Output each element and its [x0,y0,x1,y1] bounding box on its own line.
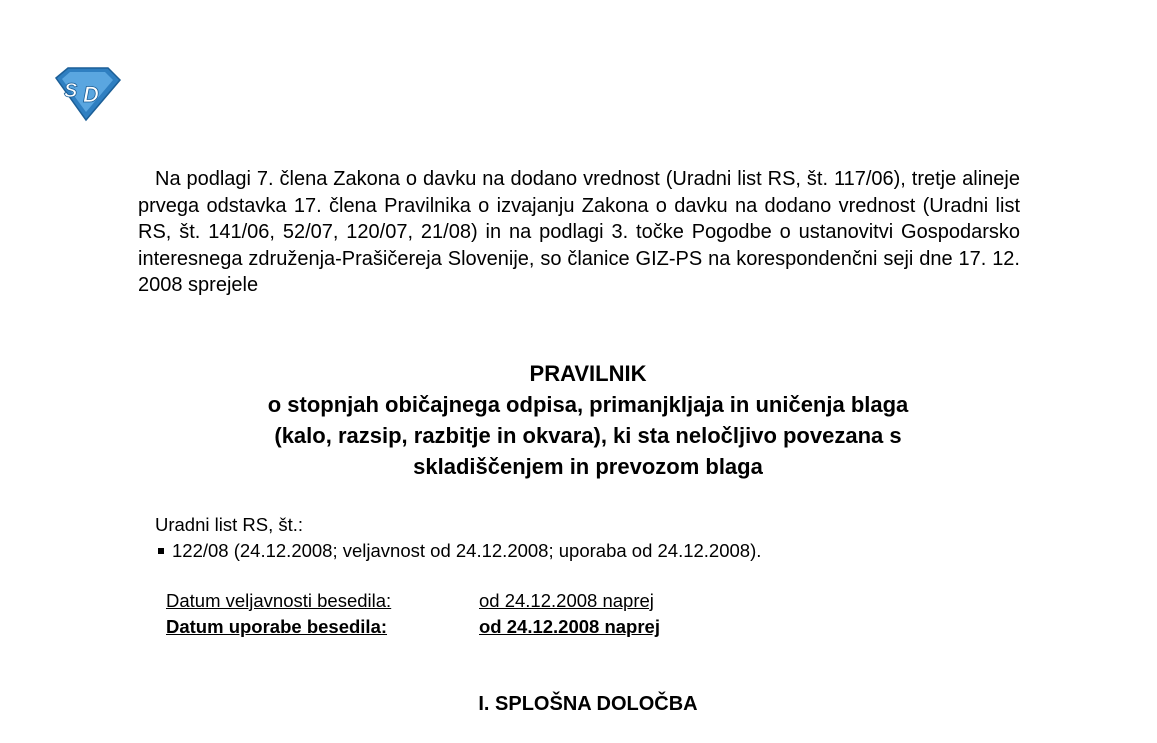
use-date-row [166,614,660,640]
sd-logo-icon [50,66,122,122]
gazette-entry-text: 122/08 (24.12.2008; veljavnost od 24.12.2008; uporaba od 24.12.2008). [172,540,762,561]
gazette-heading: Uradni list RS, št.: [155,514,304,535]
use-date-value: od 24.12.2008 naprej [479,616,660,637]
title-line-2: o stopnjah običajnega odpisa, primanjkljaja in uničenja blaga [267,392,909,417]
text-dates [166,588,660,640]
intro-paragraph: Na podlagi 7. člena Zakona o davku na dodano vrednost (Uradni list RS, št. 117/06), tretje alineje prvega odstavka 17. člena Pravilnika o izvajanju Zakona o davku na dodano vrednost (Uradni list RS, št. 141/06, 52/07, 120/07, 21/08) in na podlagi 3. točke Pogodbe o ustanovitvi Gospodarsko interesnega združenja-Prašičereja Slovenije, so članice GIZ-PS na korespondenčni seji dne 17. 12. 2008 sprejele [138,168,1020,296]
validity-date-row [166,588,660,614]
bullet-square-icon [158,548,164,554]
gazette-reference [155,512,761,564]
svg-text:S: S [64,80,78,102]
title-line-1: PRAVILNIK [529,361,647,386]
title-line-4: skladiščenjem in prevozom blaga [413,454,763,479]
use-date-label: Datum uporabe besedila: [166,616,388,637]
section-heading: I. SPLOŠNA DOLOČBA [478,693,698,715]
gazette-entry [155,538,761,564]
title-line-3: (kalo, razsip, razbitje in okvara), ki sta neločljivo povezana s [274,423,902,448]
validity-date-value: od 24.12.2008 naprej [479,590,654,611]
svg-text:D: D [83,82,99,107]
document-title [138,358,1038,482]
validity-date-label: Datum veljavnosti besedila: [166,590,392,611]
